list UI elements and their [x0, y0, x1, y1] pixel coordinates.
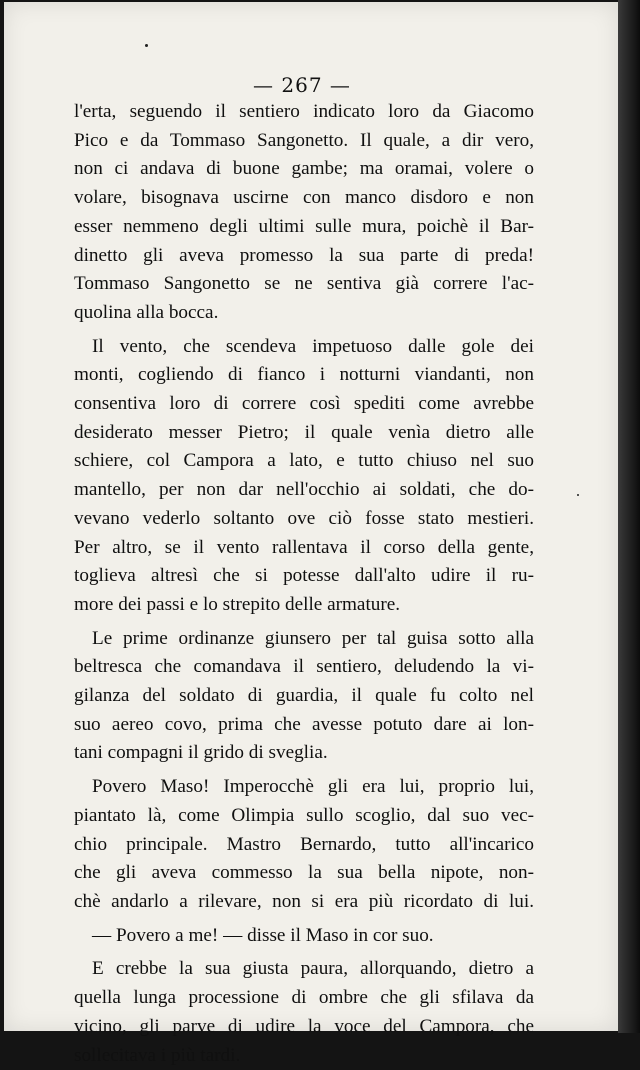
- text-line: Per altro, se il vento rallentava il corso della gente,: [74, 534, 534, 563]
- text-line: mantello, per non dar nell'occhio ai soldati, che do-: [74, 476, 534, 505]
- text-line: l'erta, seguendo il sentiero indicato loro da Giacomo: [74, 98, 534, 127]
- text-line: quella lunga processione di ombre che gli sfilava da: [74, 984, 534, 1013]
- text-line: che gli aveva commesso la sua bella nipote, non-: [74, 859, 534, 888]
- paragraph: [74, 333, 534, 620]
- text-line: toglieva altresì che si potesse dall'alto udire il ru-: [74, 562, 534, 591]
- page-number: — 267 —: [4, 73, 600, 97]
- text-line: vevano vederlo soltanto ove ciò fosse stato mestieri.: [74, 505, 534, 534]
- text-line: Il vento, che scendeva impetuoso dalle gole dei: [74, 333, 534, 362]
- text-line: tani compagni il grido di sveglia.: [74, 739, 534, 768]
- paragraph: [74, 922, 534, 951]
- text-line: desiderato messer Pietro; il quale venìa dietro alle: [74, 419, 534, 448]
- body-text: [74, 98, 534, 1070]
- paragraph: [74, 955, 534, 1070]
- text-line: beltresca che comandava il sentiero, deludendo la vi-: [74, 653, 534, 682]
- text-line: chè andarlo a rilevare, non si era più ricordato di lui.: [74, 888, 534, 917]
- paragraph: [74, 773, 534, 917]
- paragraph: [74, 98, 534, 328]
- text-line: chio principale. Mastro Bernardo, tutto all'incarico: [74, 831, 534, 860]
- text-line: consentiva loro di correre così spediti come avrebbe: [74, 390, 534, 419]
- text-line: volare, bisognava uscirne con manco disdoro e non: [74, 184, 534, 213]
- ink-speck: [145, 44, 148, 47]
- ink-speck: [577, 494, 579, 496]
- text-line: piantato là, come Olimpia sullo scoglio, dal suo vec-: [74, 802, 534, 831]
- text-line: — Povero a me! — disse il Maso in cor suo.: [74, 922, 534, 951]
- text-line: gilanza del soldato di guardia, il quale fu colto nel: [74, 682, 534, 711]
- text-line: suo aereo covo, prima che avesse potuto dare ai lon-: [74, 711, 534, 740]
- text-line: Pico e da Tommaso Sangonetto. Il quale, a dir vero,: [74, 127, 534, 156]
- text-line: Le prime ordinanze giunsero per tal guisa sotto alla: [74, 625, 534, 654]
- text-line: schiere, col Campora a lato, e tutto chiuso nel suo: [74, 447, 534, 476]
- text-line: non ci andava di buone gambe; ma oramai, volere o: [74, 155, 534, 184]
- text-line: E crebbe la sua giusta paura, allorquando, dietro a: [74, 955, 534, 984]
- text-line: Tommaso Sangonetto se ne sentiva già correre l'ac-: [74, 270, 534, 299]
- text-line: more dei passi e lo strepito delle armature.: [74, 591, 534, 620]
- page-edge-shadow: [618, 0, 640, 1033]
- book-page: [4, 2, 618, 1031]
- text-line: monti, cogliendo di fianco i notturni viandanti, non: [74, 361, 534, 390]
- text-line: sollecitava i più tardi.: [74, 1042, 534, 1070]
- text-line: dinetto gli aveva promesso la sua parte di preda!: [74, 242, 534, 271]
- paragraph: [74, 625, 534, 769]
- text-line: Povero Maso! Imperocchè gli era lui, proprio lui,: [74, 773, 534, 802]
- text-line: quolina alla bocca.: [74, 299, 534, 328]
- text-line: esser nemmeno degli ultimi sulle mura, poichè il Bar-: [74, 213, 534, 242]
- text-line: vicino, gli parve di udire la voce del Campora, che: [74, 1013, 534, 1042]
